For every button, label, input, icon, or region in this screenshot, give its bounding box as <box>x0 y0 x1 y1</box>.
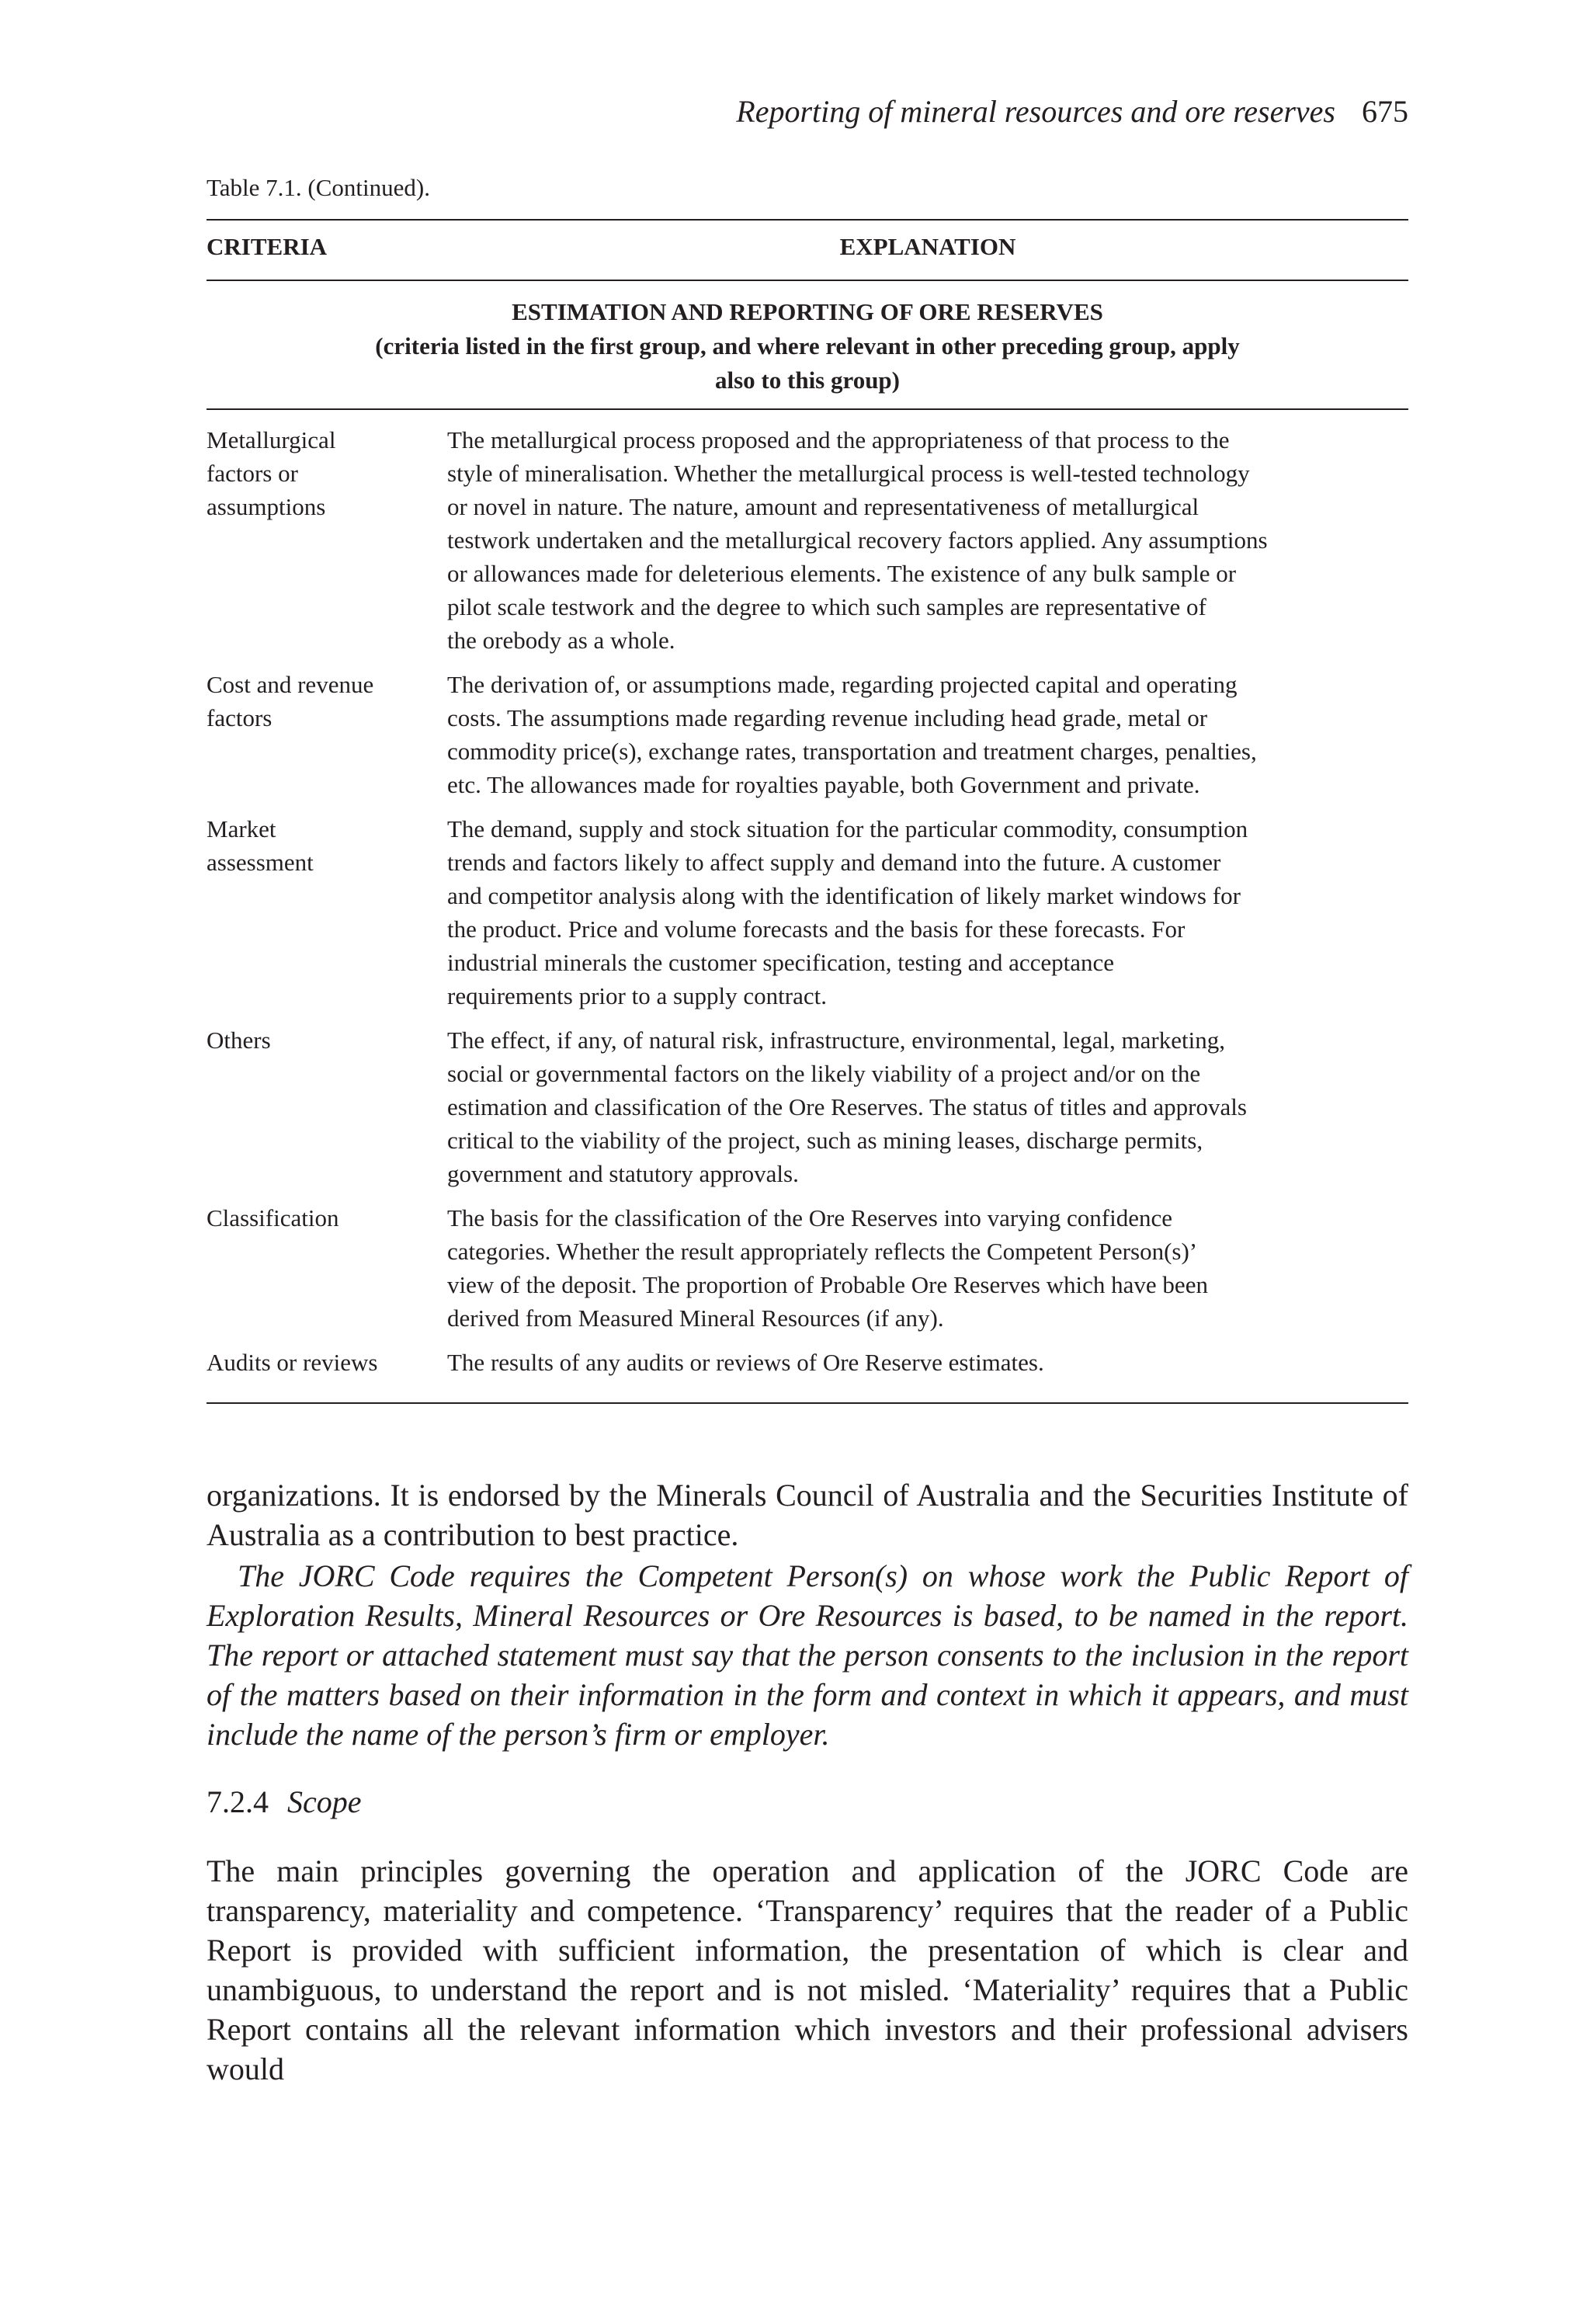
explanation-cell: The derivation of, or assumptions made, regarding projected capital and operating costs. The assumptions made regarding revenue including head grade, metal or commodity price(s), exchange rates, transportation and treatment charges, penalties, etc. The allowances made for royalties payable, both Government and private. <box>447 671 1257 798</box>
table-row <box>207 812 1408 1013</box>
body-paragraph: The main principles governing the operation and application of the JORC Code are transparency, materiality and competence. ‘Transparency’ requires that the reader of a Public Report is provided with sufficient information, the presentation of which is clear and unambiguous, to understand the report and is not misled. ‘Materiality’ requires that a Public Report contains all the relevant information which investors and their professional advisers would <box>207 1853 1408 2086</box>
criteria-cell: Others <box>207 1027 271 1054</box>
column-header-criteria: CRITERIA <box>207 233 328 260</box>
criteria-cell: Audits or reviews <box>207 1349 378 1376</box>
criteria-cell: Market assessment <box>207 815 314 876</box>
group-heading: ESTIMATION AND REPORTING OF ORE RESERVES (criteria listed in the first group, and where relevant in other preceding group, apply also to this group) <box>375 298 1240 394</box>
table-bottom-rule <box>207 1402 1408 1404</box>
explanation-cell: The effect, if any, of natural risk, infrastructure, environmental, legal, marketing, social or governmental factors on the likely viability of a project and/or on the estimation and classification of the Ore Reserves. The status of titles and approvals critical to the viability of the project, such as mining leases, discharge permits, government and statutory approvals. <box>447 1027 1247 1187</box>
running-head-title: Reporting of mineral resources and ore reserves <box>736 94 1335 129</box>
running-head <box>736 93 1408 130</box>
criteria-cell: Classification <box>207 1204 339 1231</box>
explanation-cell: The results of any audits or reviews of Ore Reserve estimates. <box>447 1349 1044 1376</box>
table-caption: Table 7.1. (Continued). <box>207 174 430 201</box>
section-title: Scope <box>287 1784 362 1819</box>
header-rule <box>207 280 1408 281</box>
section-heading <box>207 1784 362 1820</box>
criteria-cell: Cost and revenue factors <box>207 671 374 731</box>
column-header-explanation: EXPLANATION <box>839 233 1016 260</box>
section-number: 7.2.4 <box>207 1784 269 1819</box>
explanation-cell: The metallurgical process proposed and the appropriateness of that process to the style of mineralisation. Whether the metallurgical process is well-tested technology or novel in nature. The nature, amount and representativeness of metallurgical testwork undertaken and the metallurgical recovery factors applied. Any assumptions or allowances made for deleterious elements. The existence of any bulk sample or pilot scale testwork and the degree to which such samples are representative of the orebody as a whole. <box>447 426 1268 654</box>
page-number: 675 <box>1362 94 1408 129</box>
body-paragraph: organizations. It is endorsed by the Minerals Council of Australia and the Securities Institute of Australia as a contribution to best practice. <box>207 1478 1408 1552</box>
table-top-rule <box>207 219 1408 221</box>
table-row <box>207 423 1408 657</box>
criteria-cell: Metallurgical factors or assumptions <box>207 426 336 520</box>
table-row <box>207 1201 1408 1335</box>
explanation-cell: The demand, supply and stock situation for the particular commodity, consumption trends and factors likely to affect supply and demand into the future. A customer and competitor analysis along with the identification of likely market windows for the product. Price and volume forecasts and the basis for these forecasts. For industrial minerals the customer specification, testing and acceptance requirements prior to a supply contract. <box>447 815 1248 1009</box>
table-row <box>207 1023 1408 1190</box>
table-body <box>207 423 1408 1390</box>
table-row <box>207 668 1408 801</box>
group-rule <box>207 408 1408 410</box>
explanation-cell: The basis for the classification of the Ore Reserves into varying confidence categories. Whether the result appropriately reflects the Competent Person(s)’ view of the deposit. The proportion of Probable Ore Reserves which have been derived from Measured Mineral Resources (if any). <box>447 1204 1208 1332</box>
table-row <box>207 1346 1408 1379</box>
body-paragraph-italic: The JORC Code requires the Competent Person(s) on whose work the Public Report of Exploration Results, Mineral Resources or Ore Resources is based, to be named in the report. The report or attached statement must say that the person consents to the inclusion in the report of the matters based on their information in the form and context in which it appears, and must include the name of the person’s firm or employer. <box>207 1558 1408 1752</box>
